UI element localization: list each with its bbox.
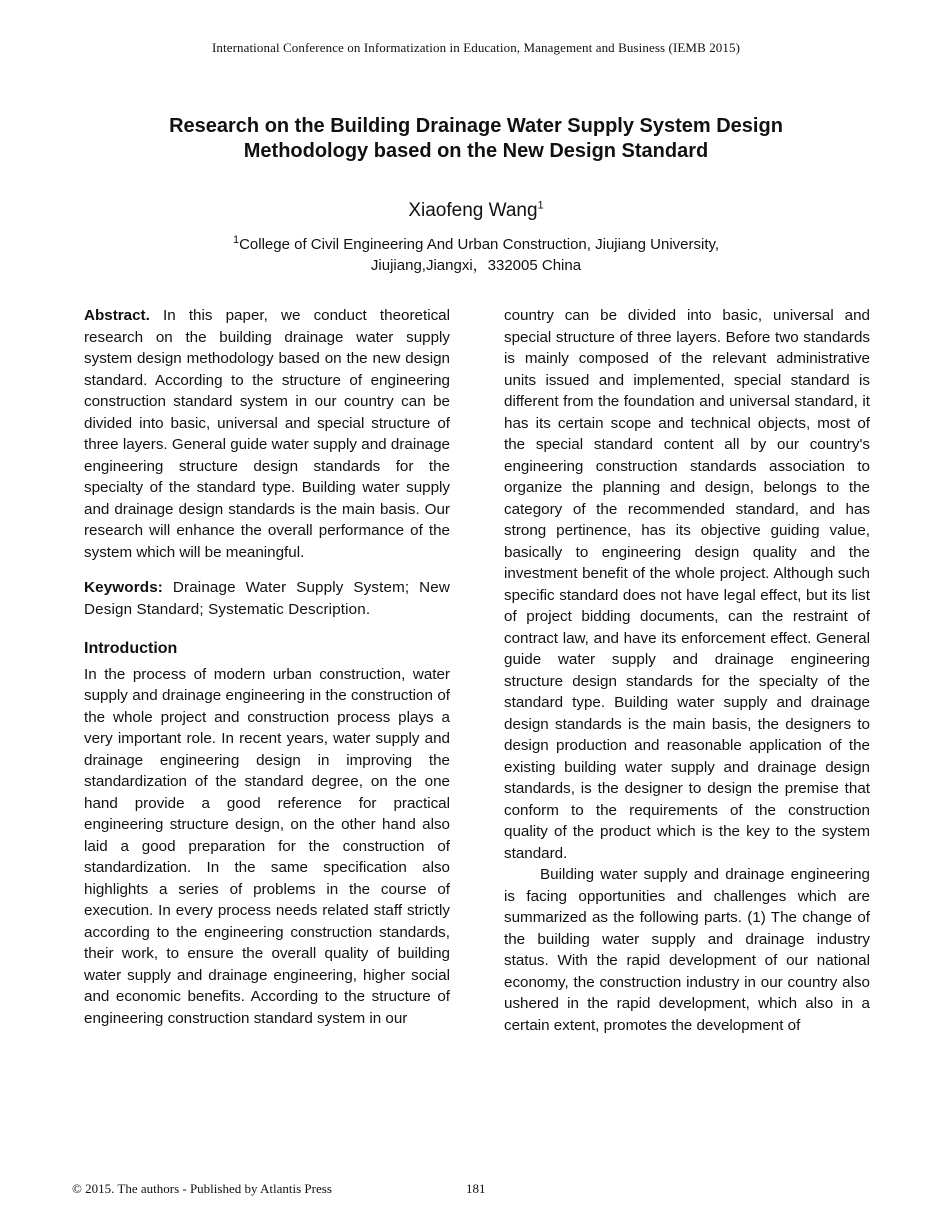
right-paragraph-1: country can be divided into basic, universal and special structure of three layers. Before two standards is mainly composed of the relevant administrative units issued and implemented, special standard is different from the foundation and universal standard, it has its certain scope and technical objects, most of the special standard content all by our country's engineering construction standards association to organize the planning and design, belongs to the category of the recommended standard, and has strong pertinence, has its objective guiding value, basically to engineering design quality and the investment benefit of the whole project. Although such specific standard does not have legal effect, but its list of project bidding documents, can the restraint of contract law, and have its enforcement effect. General guide water supply and drainage engineering structure design standards for the specialty of the standard type. Building water supply and drainage design standards is the main basis, the designers to design production and reasonable application of the existing building water supply and drainage design standards, is the designer to design the premise that conform to the requirements of the construction quality of the product which is the key to the system standard.: [504, 307, 870, 862]
intro-paragraph-1: In the process of modern urban construction, water supply and drainage engineering in the construction of the whole project and construction process plays a very important role. In recent years, water supply and drainage engineering design in improving the standardization of the standard degree, on the one hand provide a good reference for practical engineering structure design, on the other hand also laid a good preparation for the construction of standardization. In the same specification also highlights a series of problems in the course of execution. In every process needs related staff strictly according to the engineering construction standards, their work, to ensure the overall quality of building water supply and drainage engineering, higher social and economic benefits. According to the structure of engineering construction standard system in our: [84, 665, 450, 1027]
right-paragraph-2: Building water supply and drainage engineering is facing opportunities and challenges which are summarized as the following parts. (1) The change of the building water supply and drainage industry status. With the rapid development of our national economy, the construction industry in our country also ushered in the rapid development, which also in a certain extent, promotes the development of: [504, 866, 870, 1034]
affiliation-superscript: 1: [232, 234, 240, 246]
keywords-label: Keywords:: [84, 579, 163, 596]
abstract-label: Abstract.: [84, 307, 150, 324]
author-name: Xiaofeng Wang: [408, 200, 538, 221]
affiliation-line-2: Jiujiang,Jiangxi，332005 China: [370, 257, 582, 274]
right-column: [504, 305, 870, 1036]
affiliation: [150, 234, 802, 276]
conference-header: International Conference on Informatization in Education, Management and Business (IEMB 2015): [211, 40, 741, 55]
introduction-heading: Introduction: [84, 640, 178, 657]
author: [0, 200, 952, 222]
keywords-text: Drainage Water Supply System; New Design Standard; Systematic Description.: [84, 579, 450, 618]
page-number: 181: [466, 1181, 486, 1196]
abstract-text: In this paper, we conduct theoretical research on the building drainage water supply system design methodology based on the new design standard. According to the structure of engineering construction standard system in our country can be divided into basic, universal and special structure of three layers. General guide water supply and drainage engineering structure design standards for the specialty of the standard type. Building water supply and drainage design standards is the main basis. Our research will enhance the overall performance of the system which will be meaningful.: [84, 307, 450, 561]
left-column: [84, 305, 450, 1029]
keywords: [84, 577, 450, 620]
title-line-2: Methodology based on the New Design Standard: [243, 140, 709, 162]
author-superscript: 1: [537, 199, 544, 212]
paper-title: [100, 114, 852, 164]
affiliation-line-1: [150, 234, 802, 255]
title-line-1: Research on the Building Drainage Water Supply System Design: [169, 115, 783, 137]
abstract: [84, 305, 450, 563]
footer-copyright: © 2015. The authors - Published by Atlantis Press: [72, 1181, 332, 1196]
affiliation-text-1: College of Civil Engineering And Urban Construction, Jiujiang University,: [239, 236, 720, 253]
